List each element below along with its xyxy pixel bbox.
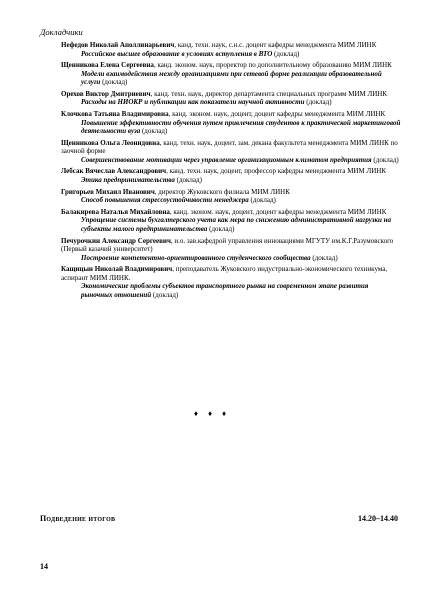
- talk-title: Этика предпринимательства: [81, 175, 175, 184]
- speaker-entry: [61, 237, 401, 263]
- speaker-entry: [61, 110, 401, 136]
- talk-title: Расходы на НИОКР и публикации как показатели научной активности: [81, 98, 305, 107]
- talk-line: [61, 176, 401, 185]
- speaker-line: [61, 167, 401, 176]
- talk-line: [61, 254, 401, 263]
- speaker-position: , канд. техн. наук, с.н.с. доцент кафедры менеджмента МИМ ЛИНК: [174, 41, 377, 49]
- section-separator: ♦ ♦ ♦: [193, 409, 231, 418]
- speaker-position: , преподаватель Жуковского индустриально-экономического техникума, аспирант МИМ ЛИНК.: [61, 265, 388, 282]
- speaker-entry: [61, 41, 401, 58]
- speaker-position: , канд. техн. наук, директор департамента специальных программ МИМ ЛИНК: [150, 89, 388, 98]
- speaker-line: [61, 208, 401, 217]
- speaker-name: Балакирева Наталья Михайловна: [61, 207, 170, 216]
- speaker-entry: [61, 208, 401, 234]
- talk-title: Совершенствование мотивации через управление организационным климатом предприятия: [81, 155, 372, 164]
- speaker-name: Нефедов Николай Аполлинарьевич: [61, 41, 175, 49]
- talk-line: [61, 282, 401, 299]
- schedule-time: 14.20–14.40: [358, 514, 398, 523]
- speaker-line: [61, 139, 401, 156]
- talk-line: [61, 98, 401, 107]
- speaker-entry: [61, 90, 401, 107]
- speaker-position: , канд. эконом. наук, доцент, доцент кафедры менеджмента МИМ ЛИНК: [169, 207, 387, 216]
- speaker-line: [61, 61, 401, 70]
- speaker-position: , канд. эконом. наук, доцент, доцент кафедры менеджмента МИМ ЛИНК: [168, 110, 386, 119]
- talk-title: Модели взаимодействия между организациями при сетевой форме реализации образовательной услуги: [81, 69, 382, 87]
- talk-title: Российское высшее образование в условиях вступления в ВТО: [81, 49, 273, 58]
- talk-line: [61, 216, 401, 233]
- speaker-name: Григорьев Михаил Иванович: [61, 187, 155, 196]
- talk-title: Способ повышения стрессоустойчивости менеджера: [81, 196, 249, 205]
- talk-title: Повышение эффективности обучения путем привлечения студентов к практической маркетинговой деятельности вуза: [81, 118, 401, 136]
- speaker-entry: [61, 188, 401, 205]
- speaker-line: [61, 237, 401, 254]
- talk-title: Построение компетентно-ориентированного студенческого сообщества: [81, 253, 311, 262]
- speaker-name: Печурочкин Александр Сергеевич: [61, 236, 171, 245]
- speaker-entry: [61, 139, 401, 165]
- talk-type: (доклад): [304, 98, 332, 107]
- talk-line: [61, 119, 401, 136]
- talk-line: [61, 70, 401, 87]
- running-head: Докладчики: [40, 27, 83, 37]
- speaker-line: [61, 41, 401, 50]
- speaker-line: [61, 90, 401, 99]
- speaker-position: , канд. техн. наук, доцент, зам. декана факультета менеджмента МИМ ЛИНК по заочной форме: [61, 138, 398, 156]
- talk-type: (доклад): [174, 175, 202, 184]
- speaker-position: , канд. техн. наук, доцент, профессор кафедры менеджмента МИМ ЛИНК: [166, 167, 386, 176]
- schedule-row: [40, 515, 398, 524]
- talk-title: Экономические проблемы субъектов транспортного рынка на современном этапе развития рыночных отношений: [81, 282, 369, 299]
- talk-type: (доклад): [371, 155, 399, 164]
- speaker-position: , директор Жуковского филиала МИМ ЛИНК: [154, 187, 290, 196]
- speaker-name: Клочкова Татьяна Владимировна: [61, 110, 169, 119]
- talk-title: Упрощение системы бухгалтерского учета как мера по снижению административной нагрузки на субъекты малого предпринимательства: [81, 216, 392, 233]
- talk-type: (доклад): [272, 49, 300, 58]
- talk-type: (доклад): [140, 127, 168, 136]
- talk-line: [61, 50, 401, 59]
- speaker-name: Лебсак Вячеслав Александрович: [61, 167, 167, 176]
- speaker-name: Щенникова Елена Сергеевна: [61, 61, 154, 70]
- talk-type: (доклад): [310, 253, 338, 262]
- speaker-name: Орехов Виктор Дмитриевич: [61, 89, 151, 98]
- speaker-line: [61, 110, 401, 119]
- speaker-position: , и.о. зав.кафедрой управления инновациями МГУТУ им.К.Г.Разумовского (Первый казачий университет): [61, 236, 394, 253]
- talk-type: (доклад): [151, 290, 179, 299]
- speaker-position: , канд. эконом. наук, проректор по дополнительному образованию МИМ ЛИНК: [153, 61, 392, 70]
- speaker-entry: [61, 167, 401, 184]
- speaker-name: Кащицын Николай Владимирович: [61, 265, 173, 274]
- talk-type: (доклад): [100, 78, 128, 87]
- page-number: 14: [40, 562, 48, 571]
- speaker-entry: [61, 61, 401, 87]
- speaker-line: [61, 265, 401, 282]
- schedule-item-label: Подведение итогов: [40, 514, 116, 523]
- talk-type: (доклад): [207, 224, 235, 233]
- talk-type: (доклад): [248, 196, 276, 205]
- speaker-name: Щенникова Ольга Леонидовна: [61, 138, 160, 147]
- speaker-list: [61, 41, 401, 302]
- talk-line: [61, 196, 401, 205]
- talk-line: [61, 156, 401, 165]
- speaker-line: [61, 188, 401, 197]
- speaker-entry: [61, 265, 401, 299]
